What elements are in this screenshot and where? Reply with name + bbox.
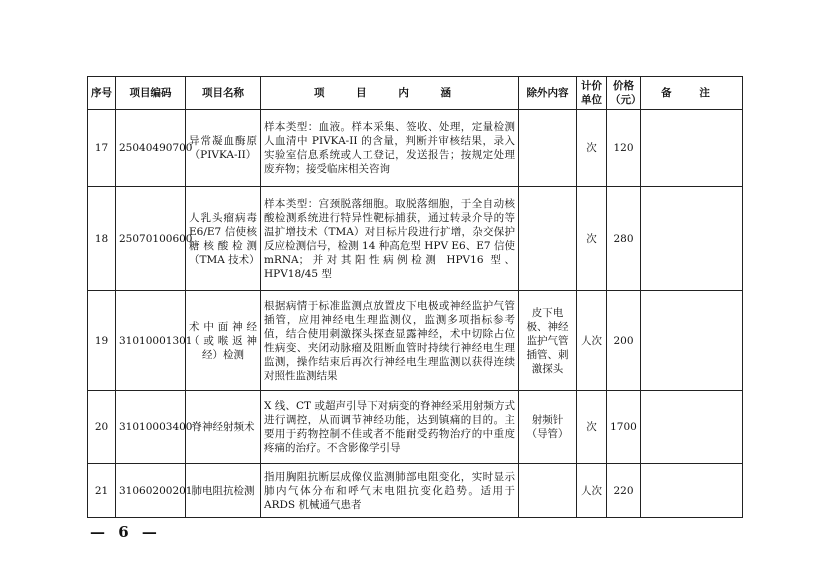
- table-row: [88, 391, 743, 464]
- row-unit: 人次: [577, 464, 607, 518]
- header-seq: 序号: [88, 77, 116, 110]
- row-code: 25070100600: [116, 187, 186, 291]
- table-row: [88, 187, 743, 291]
- row-note: [641, 464, 743, 518]
- row-excluded: 射频针（导管）: [519, 391, 577, 464]
- row-price: 1700: [607, 391, 641, 464]
- row-content: 根据病情于标准监测点放置皮下电极或神经监护气管插管，应用神经电生理监测仪，监测多项指标参考值，结合使用刺激探头探查显露神经，术中切除占位性病变、夹闭动脉瘤及阻断血管时持续行神经电生理监测，操作结束后再次行神经电生理监测以获得连续对照性监测结果: [261, 291, 519, 391]
- fee-table: [87, 76, 743, 518]
- row-unit: 次: [577, 187, 607, 291]
- row-excluded: [519, 110, 577, 187]
- row-excluded: 皮下电极、神经监护气管插管、刺激探头: [519, 291, 577, 391]
- page-number: — 6 —: [90, 523, 161, 541]
- row-name: 异常凝血酶原（PIVKA-II）: [186, 110, 261, 187]
- row-price: 120: [607, 110, 641, 187]
- header-name: 项目名称: [186, 77, 261, 110]
- row-excluded: [519, 464, 577, 518]
- header-excluded: 除外内容: [519, 77, 577, 110]
- header-unit: 计价单位: [577, 77, 607, 110]
- row-note: [641, 110, 743, 187]
- row-unit: 次: [577, 391, 607, 464]
- header-note: 备 注: [641, 77, 743, 110]
- row-note: [641, 391, 743, 464]
- row-excluded: [519, 187, 577, 291]
- row-content: X 线、CT 或超声引导下对病变的脊神经采用射频方式进行调控，从而调节神经功能，达到镇痛的目的。主要用于药物控制不佳或者不能耐受药物治疗的中重度疼痛的治疗。不含影像学引导: [261, 391, 519, 464]
- row-unit: 人次: [577, 291, 607, 391]
- row-name: 术中面神经（或喉返神经）检测: [186, 291, 261, 391]
- row-note: [641, 291, 743, 391]
- row-code: 31060200201: [116, 464, 186, 518]
- row-content: 样本类型：宫颈脱落细胞。取脱落细胞，于全自动核酸检测系统进行特异性靶标捕获，通过转录介导的等温扩增技术（TMA）对目标片段进行扩增，杂交保护反应检测信号，检测 14 种高危型 HPV E6、E7 信使 mRNA；并对其阳性病例检测 HPV16 型、HPV18/45 型: [261, 187, 519, 291]
- row-seq: 21: [88, 464, 116, 518]
- row-seq: 20: [88, 391, 116, 464]
- row-content: 样本类型：血液。样本采集、签收、处理，定量检测人血清中 PIVKA-II 的含量，判断并审核结果，录入实验室信息系统或人工登记，发送报告；按规定处理废弃物；接受临床相关咨询: [261, 110, 519, 187]
- header-code: 项目编码: [116, 77, 186, 110]
- row-price: 200: [607, 291, 641, 391]
- table-row: [88, 110, 743, 187]
- row-code: 25040490700: [116, 110, 186, 187]
- table-row: [88, 464, 743, 518]
- row-note: [641, 187, 743, 291]
- row-unit: 次: [577, 110, 607, 187]
- row-name: 脊神经射频术: [186, 391, 261, 464]
- row-seq: 17: [88, 110, 116, 187]
- row-content: 指用胸阻抗断层成像仪监测肺部电阻变化，实时显示肺内气体分布和呼气末电阻抗变化趋势。适用于 ARDS 机械通气患者: [261, 464, 519, 518]
- row-code: 31010001301: [116, 291, 186, 391]
- row-price: 280: [607, 187, 641, 291]
- row-code: 31010003400: [116, 391, 186, 464]
- table-row: [88, 291, 743, 391]
- row-name: 人乳头瘤病毒 E6/E7 信使核糖核酸检测（TMA 技术）: [186, 187, 261, 291]
- row-seq: 18: [88, 187, 116, 291]
- row-name: 肺电阻抗检测: [186, 464, 261, 518]
- row-price: 220: [607, 464, 641, 518]
- header-content: 项 目 内 涵: [261, 77, 519, 110]
- header-row: [88, 77, 743, 110]
- row-seq: 19: [88, 291, 116, 391]
- header-price: 价格（元）: [607, 77, 641, 110]
